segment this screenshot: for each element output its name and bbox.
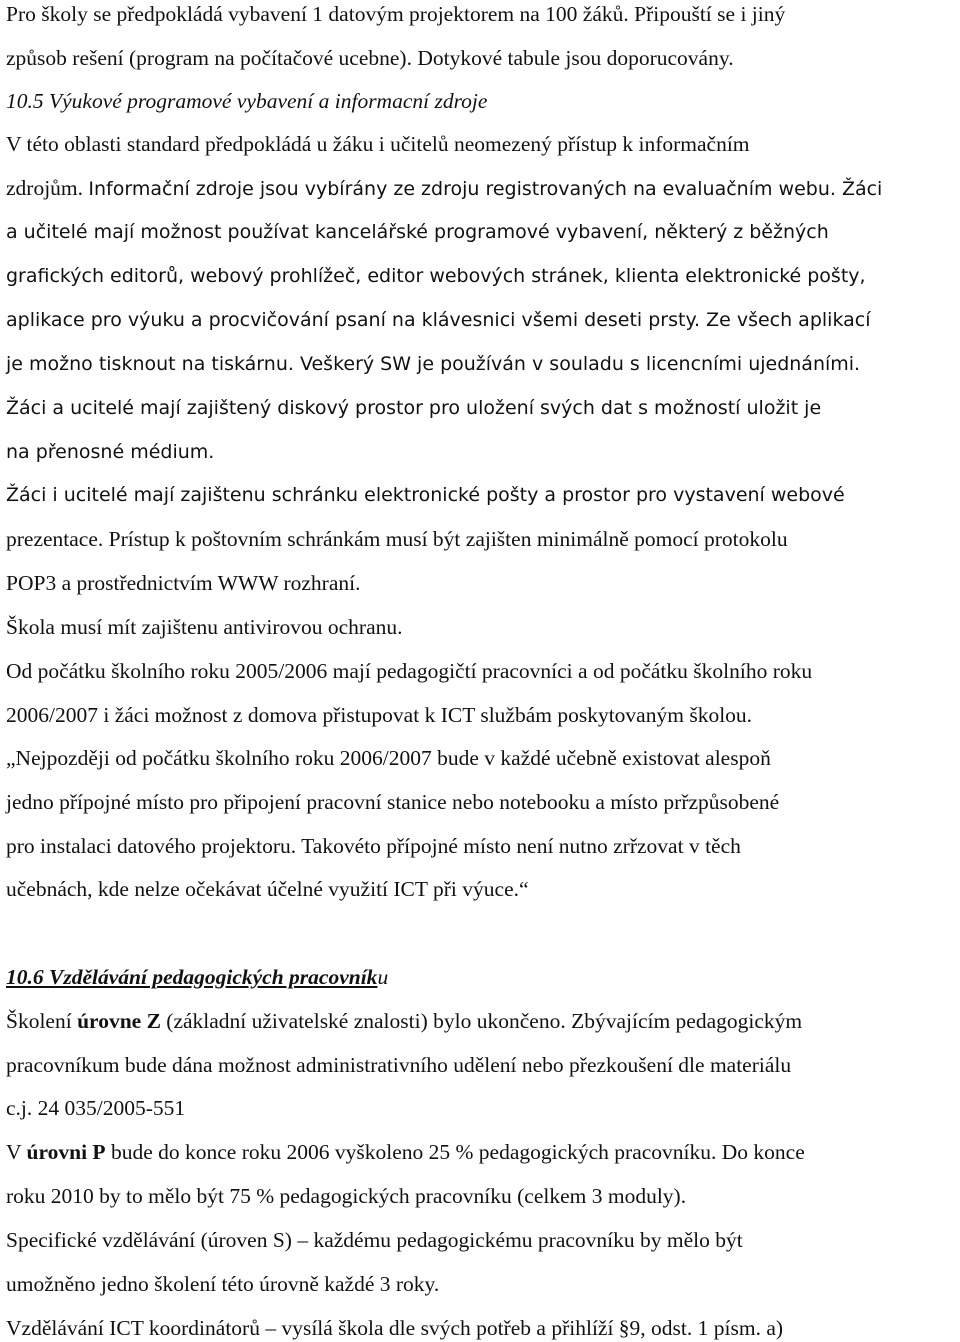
text-line: „Nejpozději od počátku školního roku 2006/2007 bude v každé učebně existovat alespoň bbox=[6, 746, 771, 770]
section-heading-10-5: 10.5 Výukové programové vybavení a informacní zdroje bbox=[6, 89, 488, 113]
text-line: je možno tisknout na tiskárnu. Veškerý SW je používán v souladu s licencními ujednáními. bbox=[6, 353, 861, 375]
text-line: Pro školy se předpokládá vybavení 1 datovým projektorem na 100 žáků. Připouští se i jiný bbox=[6, 2, 786, 26]
text-line: 2006/2007 i žáci možnost z domova přistupovat k ICT službám poskytovaným školou. bbox=[6, 703, 753, 727]
text-line: pro instalaci datového projektoru. Takovéto přípojné místo není nutno zrřzovat v těch bbox=[6, 834, 741, 858]
text-line: učebnách, kde nelze očekávat účelné využití ICT při výuce.“ bbox=[6, 877, 529, 901]
text-fragment: zdrojům. bbox=[6, 176, 89, 200]
heading-text: 10.6 Vzdělávání pedagogických pracovník bbox=[6, 965, 378, 989]
text-fragment: (základní uživatelské znalosti) bylo ukončeno. Zbývajícím pedagogickým bbox=[160, 1009, 803, 1033]
text-line bbox=[6, 1007, 956, 1035]
bold-term: úrovne Z bbox=[77, 1009, 161, 1033]
text-fragment: Informační zdroje jsou vybírány ze zdroju registrovaných na evaluačním webu. Žáci bbox=[88, 178, 883, 200]
text-line: POP3 a prostřednictvím WWW rozhraní. bbox=[6, 571, 361, 595]
text-line: Žáci a ucitelé mají zajištený diskový prostor pro uložení svých dat s možností uložit je bbox=[6, 397, 822, 419]
text-line: umožněno jedno školení této úrovně každé 3 roky. bbox=[6, 1272, 440, 1296]
text-line: na přenosné médium. bbox=[6, 441, 215, 463]
text-line: c.j. 24 035/2005-551 bbox=[6, 1096, 186, 1120]
text-line: způsob rešení (program na počítačové ucebne). Dotykové tabule jsou doporucovány. bbox=[6, 46, 734, 70]
section-heading-10-6 bbox=[6, 963, 956, 991]
text-line bbox=[6, 1138, 956, 1166]
text-line: grafických editorů, webový prohlížeč, editor webových stránek, klienta elektronické pošty, bbox=[6, 265, 866, 287]
text-line: Škola musí mít zajištenu antivirovou ochranu. bbox=[6, 615, 403, 639]
text-fragment: Školení bbox=[6, 1009, 78, 1033]
text-line: Od počátku školního roku 2005/2006 mají pedagogičtí pracovníci a od počátku školního roku bbox=[6, 659, 813, 683]
text-line: roku 2010 by to mělo být 75 % pedagogických pracovníku (celkem 3 moduly). bbox=[6, 1184, 687, 1208]
text-line: Specifické vzdělávání (úroven S) – každému pedagogickému pracovníku by mělo být bbox=[6, 1228, 743, 1252]
text-line: V této oblasti standard předpokládá u žáku i učitelů neomezený přístup k informačním bbox=[6, 132, 750, 156]
text-line: aplikace pro výuku a procvičování psaní na klávesnici všemi deseti prsty. Ze všech aplikací bbox=[6, 309, 871, 331]
text-line bbox=[6, 174, 956, 203]
text-line: a učitelé mají možnost používat kancelářské programové vybavení, některý z běžných bbox=[6, 221, 829, 243]
text-line: jedno přípojné místo pro připojení pracovní stanice nebo notebooku a místo prřzpůsobené bbox=[6, 790, 780, 814]
heading-text: u bbox=[377, 965, 389, 989]
text-fragment: V bbox=[6, 1140, 27, 1164]
text-line: pracovníkum bude dána možnost administrativního udělení nebo přezkoušení dle materiálu bbox=[6, 1053, 792, 1077]
text-line: Vzdělávání ICT koordinátorů – vysílá škola dle svých potřeb a přihlíží §9, odst. 1 písm. a) bbox=[6, 1316, 784, 1340]
text-fragment: bude do konce roku 2006 vyškoleno 25 % pedagogických pracovníku. Do konce bbox=[105, 1140, 805, 1164]
text-line: prezentace. Prístup k poštovním schránkám musí být zajišten minimálně pomocí protokolu bbox=[6, 527, 788, 551]
bold-term: úrovni P bbox=[26, 1140, 106, 1164]
text-line: Žáci i ucitelé mají zajištenu schránku elektronické pošty a prostor pro vystavení webové bbox=[6, 484, 845, 506]
